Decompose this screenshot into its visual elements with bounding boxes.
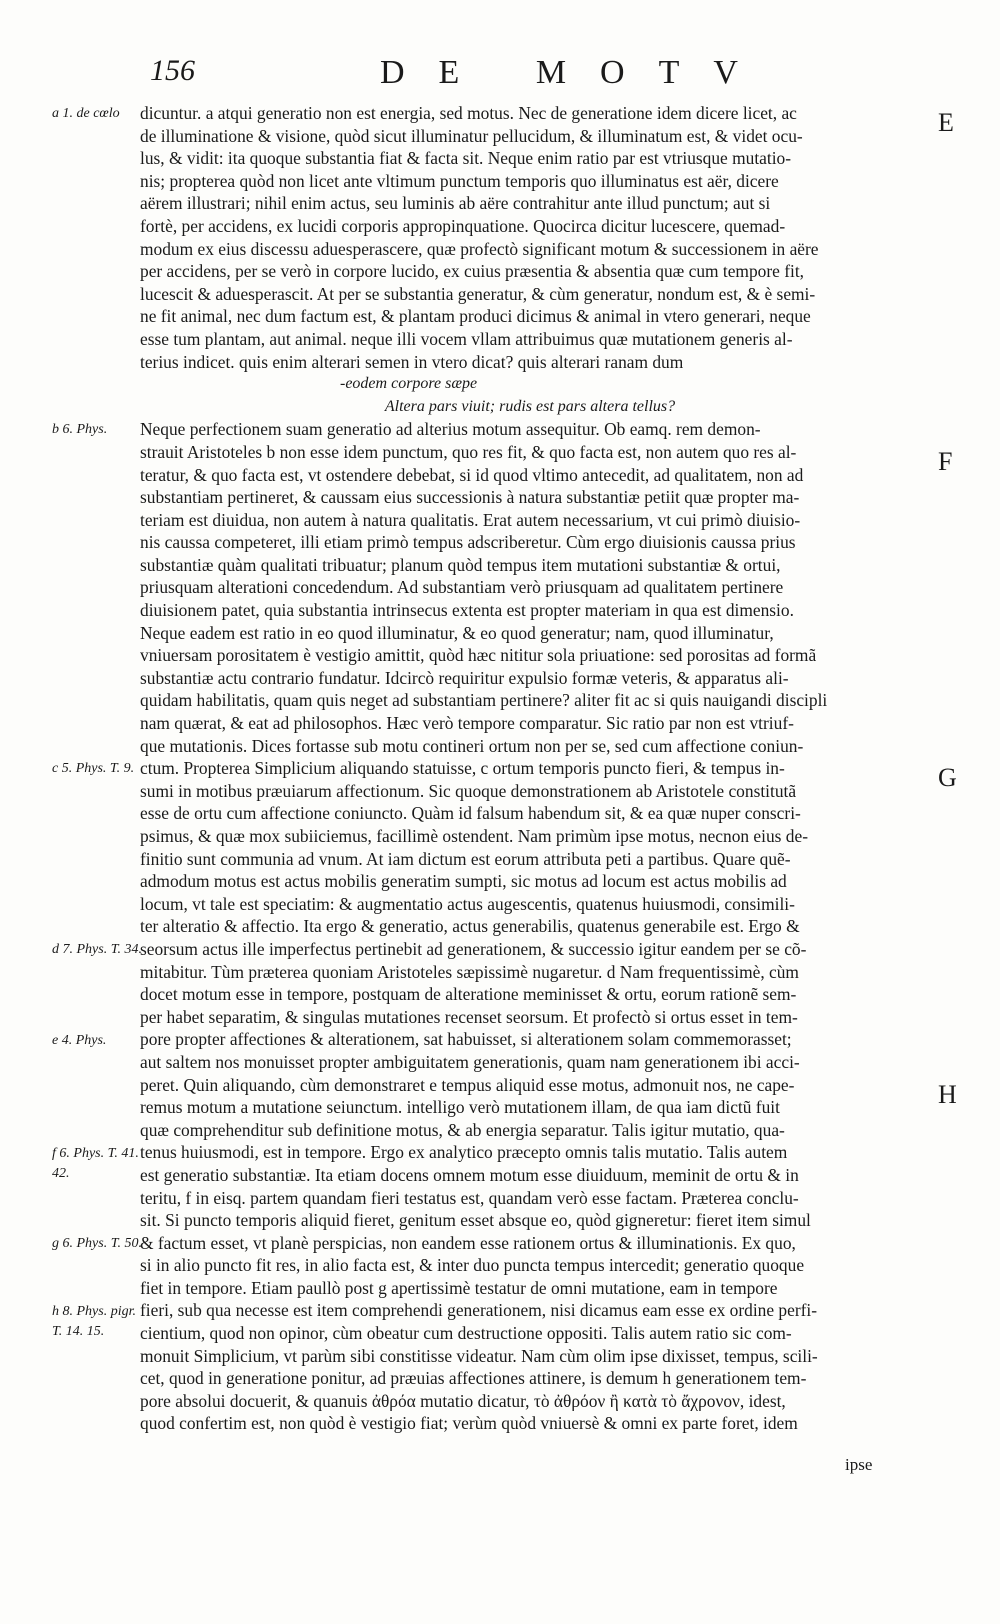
text-line: modum ex eius discessu aduesperascere, quæ profectò significant motum & successionem in aëre [140,238,819,259]
text-line: esse de ortu cum affectione coniuncto. Quàm id falsum habendum sit, & ea quæ nuper conscri- [140,803,801,824]
text-line: mitabitur. Tùm præterea quoniam Aristoteles sæpissimè nugaretur. d Nam frequentissimè, cùm [140,961,799,982]
body-text [140,102,920,1435]
text-line: nis caussa competeret, illi etiam primò tempus adscriberetur. Cùm ergo diuisionis caussa prius [140,532,796,553]
text-line: seorsum actus ille imperfectus pertinebit ad generationem, & successio igitur eandem per se cõ- [140,938,807,959]
text-line: finitio sunt communia ad vnum. At iam dictum est eorum attributa peti a partibus. Quare quẽ- [140,848,791,869]
text-line: terius indicet. quis enim alterari semen in vtero dicat? quis alterari ranam dum [140,351,684,372]
text-line: quidam habilitatis, quam quis neget ad substantiam pertinere? aliter fit ac si quis nauigandi discipli [140,690,828,711]
text-line: strauit Aristoteles b non esse idem punctum, quo res fit, & quo facta est, non autem quo res al- [140,441,797,462]
text-line: docet motum esse in tempore, postquam de alteratione meminisset & ortu, eorum rationẽ sem- [140,984,797,1005]
margin-note: h 8. Phys. pigr. T. 14. 15. [52,1303,136,1339]
text-line: monuit Simplicium, vt parùm sibi constitisse videatur. Nam cùm olim ipse dixisset, tempus, scili- [140,1345,818,1366]
text-line: peret. Quin aliquando, cùm demonstraret e tempus aliquid esse motus, admonuit nos, ne cape- [140,1074,795,1095]
text-line: fieri, sub qua necesse est item comprehendi generationem, nisi dicamus eam esse ex ordine perfi- [140,1300,818,1321]
text-line: aërem illustrari; nihil enim actus, seu luminis ab aëre contrahitur ante illud punctum; aut si [140,193,771,214]
margin-note: c 5. Phys. T. 9. [52,761,135,777]
text-line: -eodem corpore sæpe [340,375,478,393]
text-line: quæ comprehenditur sub definitione motus, & ab energia separatur. Talis igitur mutatio, qua- [140,1119,785,1140]
margin-note: b 6. Phys. [52,422,108,438]
text-line: teriam est diuidua, non autem à natura qualitatis. Erat autem necessarium, vt cui primò diuisio- [140,509,801,530]
text-line: pore absolui docuerit, & quanuis ἀθρόα mutatio dicatur, τὸ ἀθρόον ἢ κατὰ τὸ ἄχρονον, idest, [140,1390,786,1411]
text-line: Neque perfectionem suam generatio ad alterius motum assequitur. Ob eamq. rem demon- [140,419,761,440]
text-line: & factum esset, vt planè perspicias, non eandem esse rationem ortus & illuminationis. Ex quo, [140,1232,796,1253]
page-number: 156 [150,54,195,87]
text-line: teritu, f in eisq. partem quandam fieri testatus est, quandam verò esse factam. Præterea conclu- [140,1187,799,1208]
text-line: nam quærat, & eat ad philosophos. Hæc verò tempore comparatur. Sic ratio par non est vtriuf- [140,713,794,734]
text-line: sumi in motibus præuiarum affectionum. Sic quoque demonstrationem ab Aristotele constitutã [140,780,797,801]
text-line: admodum motus est actus mobilis generatim sumpti, sic motus ad locum est actus mobilis ad [140,871,787,892]
text-line: dicuntur. a atqui generatio non est energia, sed motus. Nec de generatione idem dicere licet, ac [140,103,797,123]
text-line: esse tum plantam, aut animal. neque illi vocem vllam attribuimus quæ mutationem generis al- [140,328,793,349]
text-line: tenus huiusmodi, est in tempore. Ergo ex analytico præcepto omnis talis mutatio. Talis autem [140,1142,788,1163]
text-line: de illuminatione & visione, quòd sicut illuminatur pellucidum, & illuminatum est, & videt ocu- [140,125,803,146]
text-line: per habet separatim, & singulas mutationes recenset seorsum. Et profectò si ortus esset in tem- [140,1006,798,1027]
text-line: est generatio substantiæ. Ita etiam docens omnem motum esse diuiduum, meminit de ortu & in [140,1164,799,1185]
text-line: diuisionem patet, quia substantia intrinsecus extenta est propter materiam in qua est dimensio. [140,600,794,621]
text-line: psimus, & quæ mox subiiciemus, facillimè ostendent. Nam primùm ipse motus, necnon eius de- [140,826,809,846]
text-line: quod confertim est, non quòd è vestigio fiat; verùm quòd vniuersè & omni ex parte foret, idem [140,1413,798,1434]
running-title: DE MOTV [380,54,772,91]
text-line: per accidens, per se verò in corpore lucido, ex cuius præsentia & absentia quæ cum tempore fit, [140,261,805,282]
text-line: priusquam alterationi concedendum. Ad substantiam verò priusquam ad qualitatem pertinere [140,577,784,598]
margin-note: d 7. Phys. T. 34. [52,942,142,958]
text-line: nis; propterea quòd non licet ante vltimum punctum temporis quo illuminatus est aër, dicere [140,170,779,191]
margin-note: e 4. Phys. [52,1032,107,1048]
margin-note: f 6. Phys. T. 41. 42. [52,1145,139,1181]
text-line: substantiam pertineret, & caussam eius successionis à natura substantiæ petiit quæ propter ma- [140,487,800,508]
text-line: fortè, per accidens, ex lucidi corporis appropinquatione. Quocirca dicitur lucescere, quemad- [140,215,786,236]
section-letter: G [938,763,957,793]
text-line: lucescit & aduesperascit. At per se substantia generatur, & cùm generatur, nondum est, & è semi- [140,283,816,304]
text-line: substantiæ actu contrario fundatur. Idcircò requiritur expulsio formæ veteris, & apparatus ali- [140,667,789,688]
section-letter: H [938,1079,957,1109]
section-letter: F [938,447,953,476]
text-line: vniuersam porositatem è vestigio amittit, quòd hæc nititur sola priuatione: sed porositas ad formã [140,645,817,666]
text-line: ter alteratio & affectio. Ita ergo & generatio, actus generabilis, quatenus generabile est. Ergo & [140,916,800,937]
text-line: ctum. Propterea Simplicium aliquando statuisse, c ortum temporis puncto fieri, & tempus in- [140,758,785,779]
text-line: pore propter affectiones & alterationem, sat habuisset, si alterationem solam commemorasset; [140,1029,792,1050]
text-line: cet, quod in generatione ponitur, ad præuias affectiones attinere, is demum h generationem tem- [140,1368,807,1389]
text-line: teratur, & quo facta est, vt ostendere debebat, si id quod vltimo antecedit, ad qualitatem, non ad [140,464,804,485]
margin-note: g 6. Phys. T. 50. [52,1236,142,1251]
text-line: que mutationis. Dices fortasse sub motu contineri ortum non per se, sed cum affectione coniun- [140,735,804,756]
page-header [150,54,910,94]
text-line: si in alio puncto fit res, in alio facta est, & inter duo puncta tempus intercedit; generatio quoque [140,1255,805,1276]
text-line: sit. Si puncto temporis aliquid fieret, genitum esset absque eo, quòd gigneretur: fieret item simul [140,1210,811,1231]
text-line: locum, vt tale est speciatim: & augmentatio actus augescentis, quatenus huiusmodi, consimili- [140,893,795,914]
text-line: aut saltem nos monuisset propter ambiguitatem generationis, quam nam generationem ibi acci- [140,1051,800,1072]
text-line: lus, & vidit: ita quoque substantia fiat & facta sit. Neque enim ratio par est vtriusque mutatio- [140,148,792,169]
section-letter: E [938,108,954,137]
catchword: ipse [845,1455,873,1474]
text-line: Altera pars viuit; rudis est pars altera tellus? [384,397,676,415]
margin-note: a 1. de cœlo [52,106,120,121]
text-line: fiet in tempore. Etiam paullò post g apertissimè testatur de omni mutatione, eam in tempore [140,1277,778,1298]
text-line: cientium, quod non opinor, cùm obeatur cum destructione oppositi. Talis autem ratio sic com- [140,1323,792,1344]
text-line: remus motum a mutatione seiunctum. intelligo verò mutationem illam, de qua iam dictũ fuit [140,1097,780,1118]
text-line: substantiæ quàm qualitati tribuatur; planum quòd tempus item mutationi substantiæ & ortui, [140,554,781,575]
text-line: Neque eadem est ratio in eo quod illuminatur, & eo quod generatur; nam, quod illuminatur, [140,622,774,643]
text-line: ne fit animal, nec dum factum est, & plantam produci dicimus & animal in vtero generari, neque [140,306,811,327]
